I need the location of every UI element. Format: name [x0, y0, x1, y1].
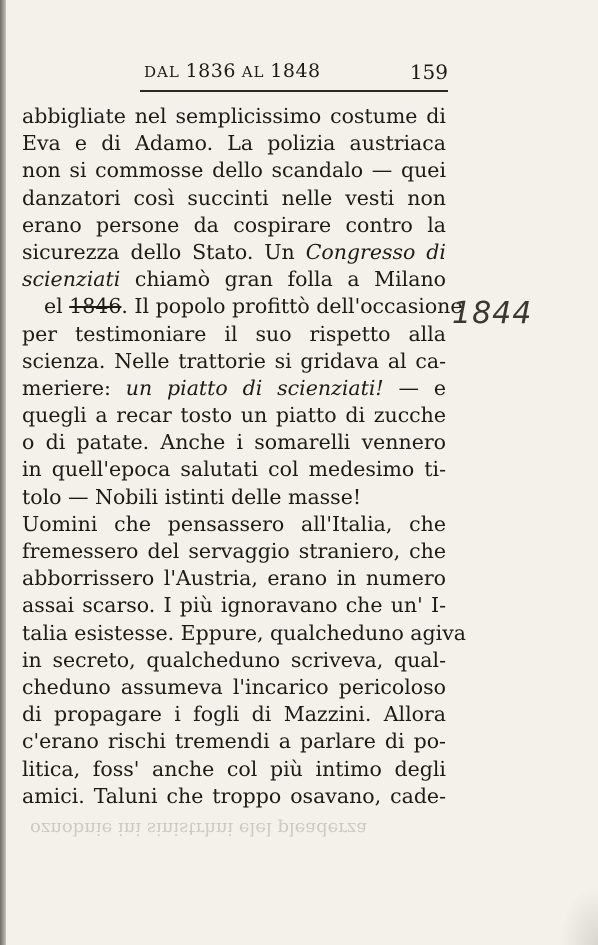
text-line: in quell'epoca salutati col medesimo ti-	[22, 457, 446, 482]
text-line: quegli a recar tosto un piatto di zucche	[22, 403, 446, 428]
text-line: Eva e di Adamo. La polizia austriaca	[22, 131, 446, 156]
text-line: talia esistesse. Eppure, qualcheduno agiva	[22, 620, 467, 645]
italic-phrase: Congresso di	[305, 239, 446, 264]
text-line: scienziati chiamò gran folla a Milano	[22, 267, 446, 292]
year-end: 1848	[270, 60, 321, 82]
text-line: erano persone da cospirare contro la	[22, 212, 446, 237]
page-header	[130, 58, 450, 88]
text-line: danzatori così succinti nelle vesti non	[22, 185, 446, 210]
page-corner	[558, 885, 598, 945]
text-line: per testimoniare il suo rispetto alla	[22, 321, 446, 346]
year-start: 1836	[185, 60, 236, 82]
text-line: amici. Taluni che troppo osavano, cade-	[22, 783, 446, 808]
text-line: Uomini che pensassero all'Italia, che	[22, 511, 446, 536]
text-line: o di patate. Anche i somarelli vennero	[22, 430, 446, 455]
text-line: scienza. Nelle trattorie si gridava al ca-	[22, 348, 446, 373]
text-line: fremessero del servaggio straniero, che	[22, 539, 446, 563]
page-edge	[0, 0, 6, 945]
text-line: abbigliate nel semplicissimo costume di	[22, 104, 446, 128]
text-line: non si commosse dello scandalo — quei	[22, 158, 446, 183]
text-line: meriere: un piatto di scienziati! — e	[22, 375, 447, 400]
text-line: el 1846. Il popolo profittò dell'occasione	[44, 294, 463, 319]
page-number: 159	[409, 60, 448, 84]
header-rule	[140, 90, 448, 92]
text-line: sicurezza dello Stato. Un Congresso di	[22, 239, 446, 264]
corrected-year: 1846	[69, 294, 122, 319]
text-line: tolo — Nobili istinti delle masse!	[22, 484, 362, 509]
text-line: abborrissero l'Austria, erano in numero	[22, 566, 446, 591]
show-through-text: oznobnie ini sinistrhni elel pleaderza	[30, 818, 368, 839]
text-line: cheduno assumeva l'incarico pericoloso	[22, 674, 446, 699]
text-line: in secreto, qualcheduno scriveva, qual-	[22, 647, 446, 672]
text-line: c'erano rischi tremendi a parlare di po-	[22, 729, 446, 754]
running-head: DAL 1836 AL 1848	[144, 60, 321, 82]
text-line: di propagare i fogli di Mazzini. Allora	[22, 702, 446, 727]
text-line: assai scarso. I più ignoravano che un' I-	[22, 593, 446, 618]
italic-phrase: un piatto di scienziati!	[125, 375, 384, 400]
body-text	[22, 103, 467, 810]
text-line: litica, foss' anche col più intimo degli	[22, 756, 446, 781]
italic-phrase: scienziati	[22, 267, 121, 292]
handwritten-margin-note: 1844	[452, 296, 533, 331]
